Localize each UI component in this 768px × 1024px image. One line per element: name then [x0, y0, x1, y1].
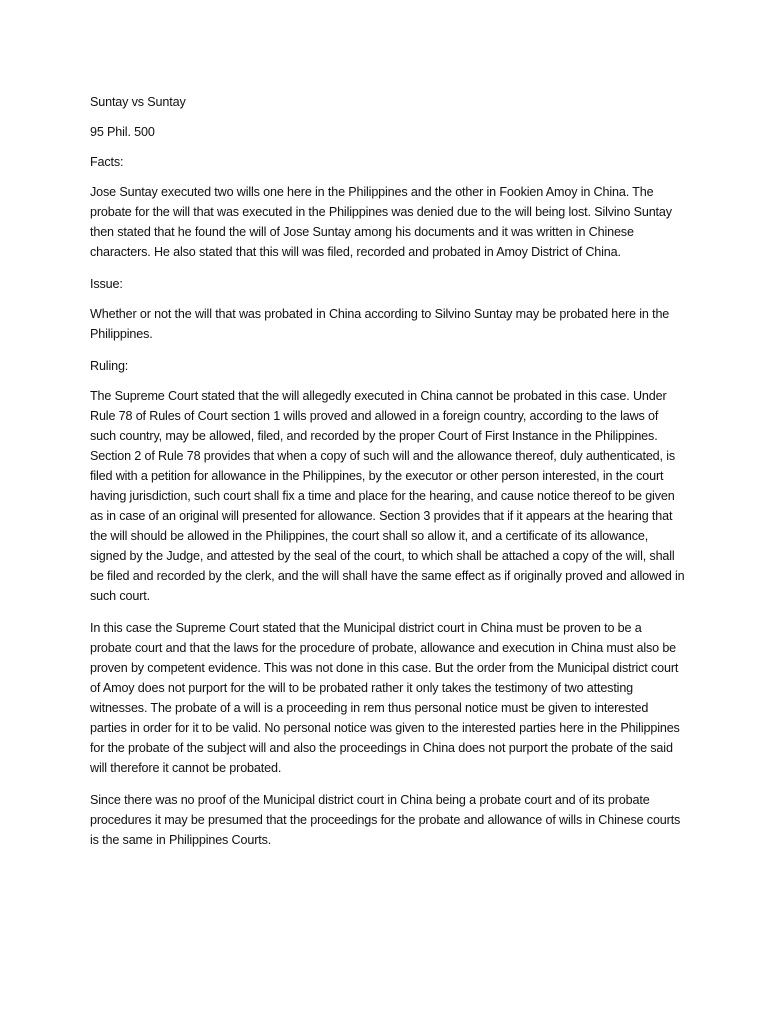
ruling-heading: Ruling: [90, 359, 129, 373]
ruling-paragraph-1: The Supreme Court stated that the will allegedly executed in China cannot be probated in this case. Under Rule 78 of Rules of Court section 1 wills proved and allowed in a foreign country, according to the laws of such country, may be allowed, filed, and recorded by the proper Court of First Instance in the Philippines. Section 2 of Rule 78 provides that when a copy of such will and the allowance thereof, duly authenticated, is filed with a petition for allowance in the Philippines, by the executor or other person interested, in the court having jurisdiction, such court shall fix a time and place for the hearing, and cause notice thereof to be given as in case of an original will presented for allowance. Section 3 provides that if it appears at the hearing that the will should be allowed in the Philippines, the court shall so allow it, and a certificate of its allowance, signed by the Judge, and attested by the seal of the court, to which shall be attached a copy of the will, shall be filed and recorded by the clerk, and the will shall have the same effect as if originally proved and allowed in such court. [90, 389, 685, 603]
ruling-paragraph-2: In this case the Supreme Court stated that the Municipal district court in China must be proven to be a probate court and that the laws for the procedure of probate, allowance and execution in China must also be proven by competent evidence. This was not done in this case. But the order from the Municipal district court of Amoy does not purport for the will to be probated rather it only takes the testimony of two attesting witnesses. The probate of a will is a proceeding in rem thus personal notice must be given to interested parties in order for it to be valid. No personal notice was given to the interested parties here in the Philippines for the probate of the subject will and also the proceedings in China does not purport the probate of the said will therefore it cannot be probated. [90, 621, 680, 775]
case-citation: 95 Phil. 500 [90, 125, 155, 139]
ruling-paragraph-3: Since there was no proof of the Municipal district court in China being a probate court and of its probate procedures it may be presumed that the proceedings for the probate and allowance of wills in Chinese courts is the same in Philippines Courts. [90, 793, 681, 847]
case-title: Suntay vs Suntay [90, 95, 186, 109]
document-body [90, 92, 685, 862]
issue-heading: Issue: [90, 277, 123, 291]
facts-heading: Facts: [90, 155, 124, 169]
issue-paragraph: Whether or not the will that was probated in China according to Silvino Suntay may be probated here in the Philippines. [90, 307, 670, 341]
facts-paragraph: Jose Suntay executed two wills one here in the Philippines and the other in Fookien Amoy in China. The probate for the will that was executed in the Philippines was denied due to the will being lost. Silvino Suntay then stated that he found the will of Jose Suntay among his documents and it was written in Chinese characters. He also stated that this will was filed, recorded and probated in Amoy District of China. [90, 185, 672, 259]
